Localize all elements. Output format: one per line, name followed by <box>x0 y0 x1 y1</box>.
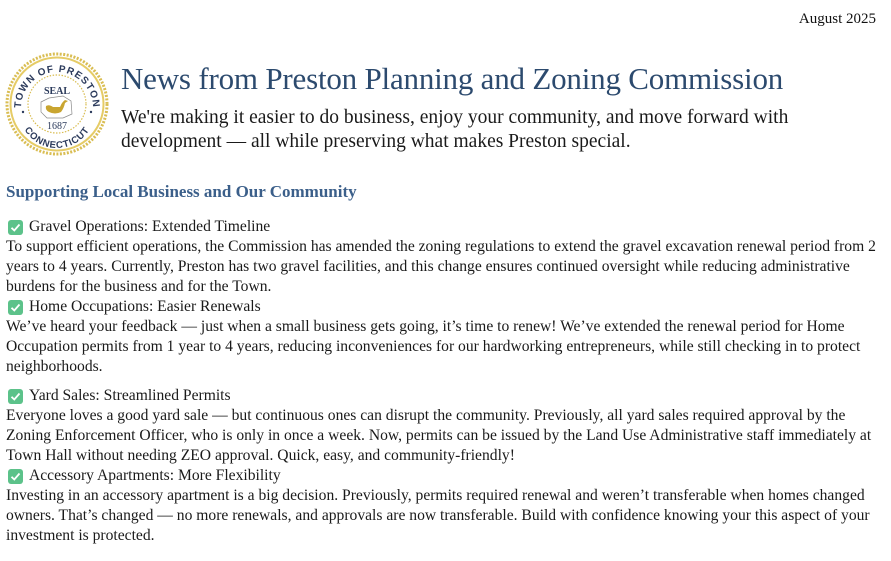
check-mark-button-icon <box>8 469 23 484</box>
news-item-yard-sales <box>6 386 886 466</box>
news-items-list <box>6 217 886 546</box>
news-item-body: Investing in an accessory apartment is a big decision. Previously, permits required renewal and weren’t transferable when homes changed owners. That’s changed — no more renewals, and approvals are now transferable. Build with confidence knowing your this aspect of your investment is protected. <box>6 487 870 544</box>
town-seal-logo <box>5 52 109 156</box>
newsletter-date: August 2025 <box>798 11 876 27</box>
news-item-accessory-apartments <box>6 466 886 546</box>
check-mark-button-icon <box>8 300 23 315</box>
section-heading: Supporting Local Business and Our Community <box>6 182 357 201</box>
news-item-title: Home Occupations: Easier Renewals <box>29 298 261 315</box>
page-subtitle: We're making it easier to do business, enjoy your community, and move forward with development — all while preserving what makes Preston special. <box>121 107 789 152</box>
news-item-gravel-operations <box>6 217 886 297</box>
svg-text:SEAL: SEAL <box>43 86 71 97</box>
svg-text:CONNECTICUT: CONNECTICUT <box>21 124 93 152</box>
news-item-body: We’ve heard your feedback — just when a small business gets going, it’s time to renew! We’ve extended the renewal period for Home Occupation permits from 1 year to 4 years, reducing inconveniences for our hardworking entrepreneurs, while still checking in to protect neighborhoods. <box>6 318 861 375</box>
news-item-body: Everyone loves a good yard sale — but continuous ones can disrupt the community. Previously, all yard sales required approval by the Zoning Enforcement Officer, who is only in once a week. Now, permits can be issued by the Land Use Administrative staff immediately at Town Hall without needing ZEO approval. Quick, easy, and community-friendly! <box>6 407 872 464</box>
news-item-title: Yard Sales: Streamlined Permits <box>29 387 231 404</box>
news-item-title: Accessory Apartments: More Flexibility <box>29 467 281 484</box>
news-item-body: To support efficient operations, the Commission has amended the zoning regulations to extend the gravel excavation renewal period from 2 years to 4 years. Currently, Preston has two gravel facilities, and this change ensures continued oversight while reducing administrative burdens for the business and for the Town. <box>6 238 876 295</box>
svg-text:1687: 1687 <box>47 121 67 132</box>
svg-text:TOWN OF PRESTON: TOWN OF PRESTON <box>12 63 102 109</box>
check-mark-button-icon <box>8 220 23 235</box>
check-mark-button-icon <box>8 389 23 404</box>
news-item-title: Gravel Operations: Extended Timeline <box>29 218 271 235</box>
page-title: News from Preston Planning and Zoning Commission <box>121 61 784 96</box>
news-item-home-occupations <box>6 297 886 377</box>
